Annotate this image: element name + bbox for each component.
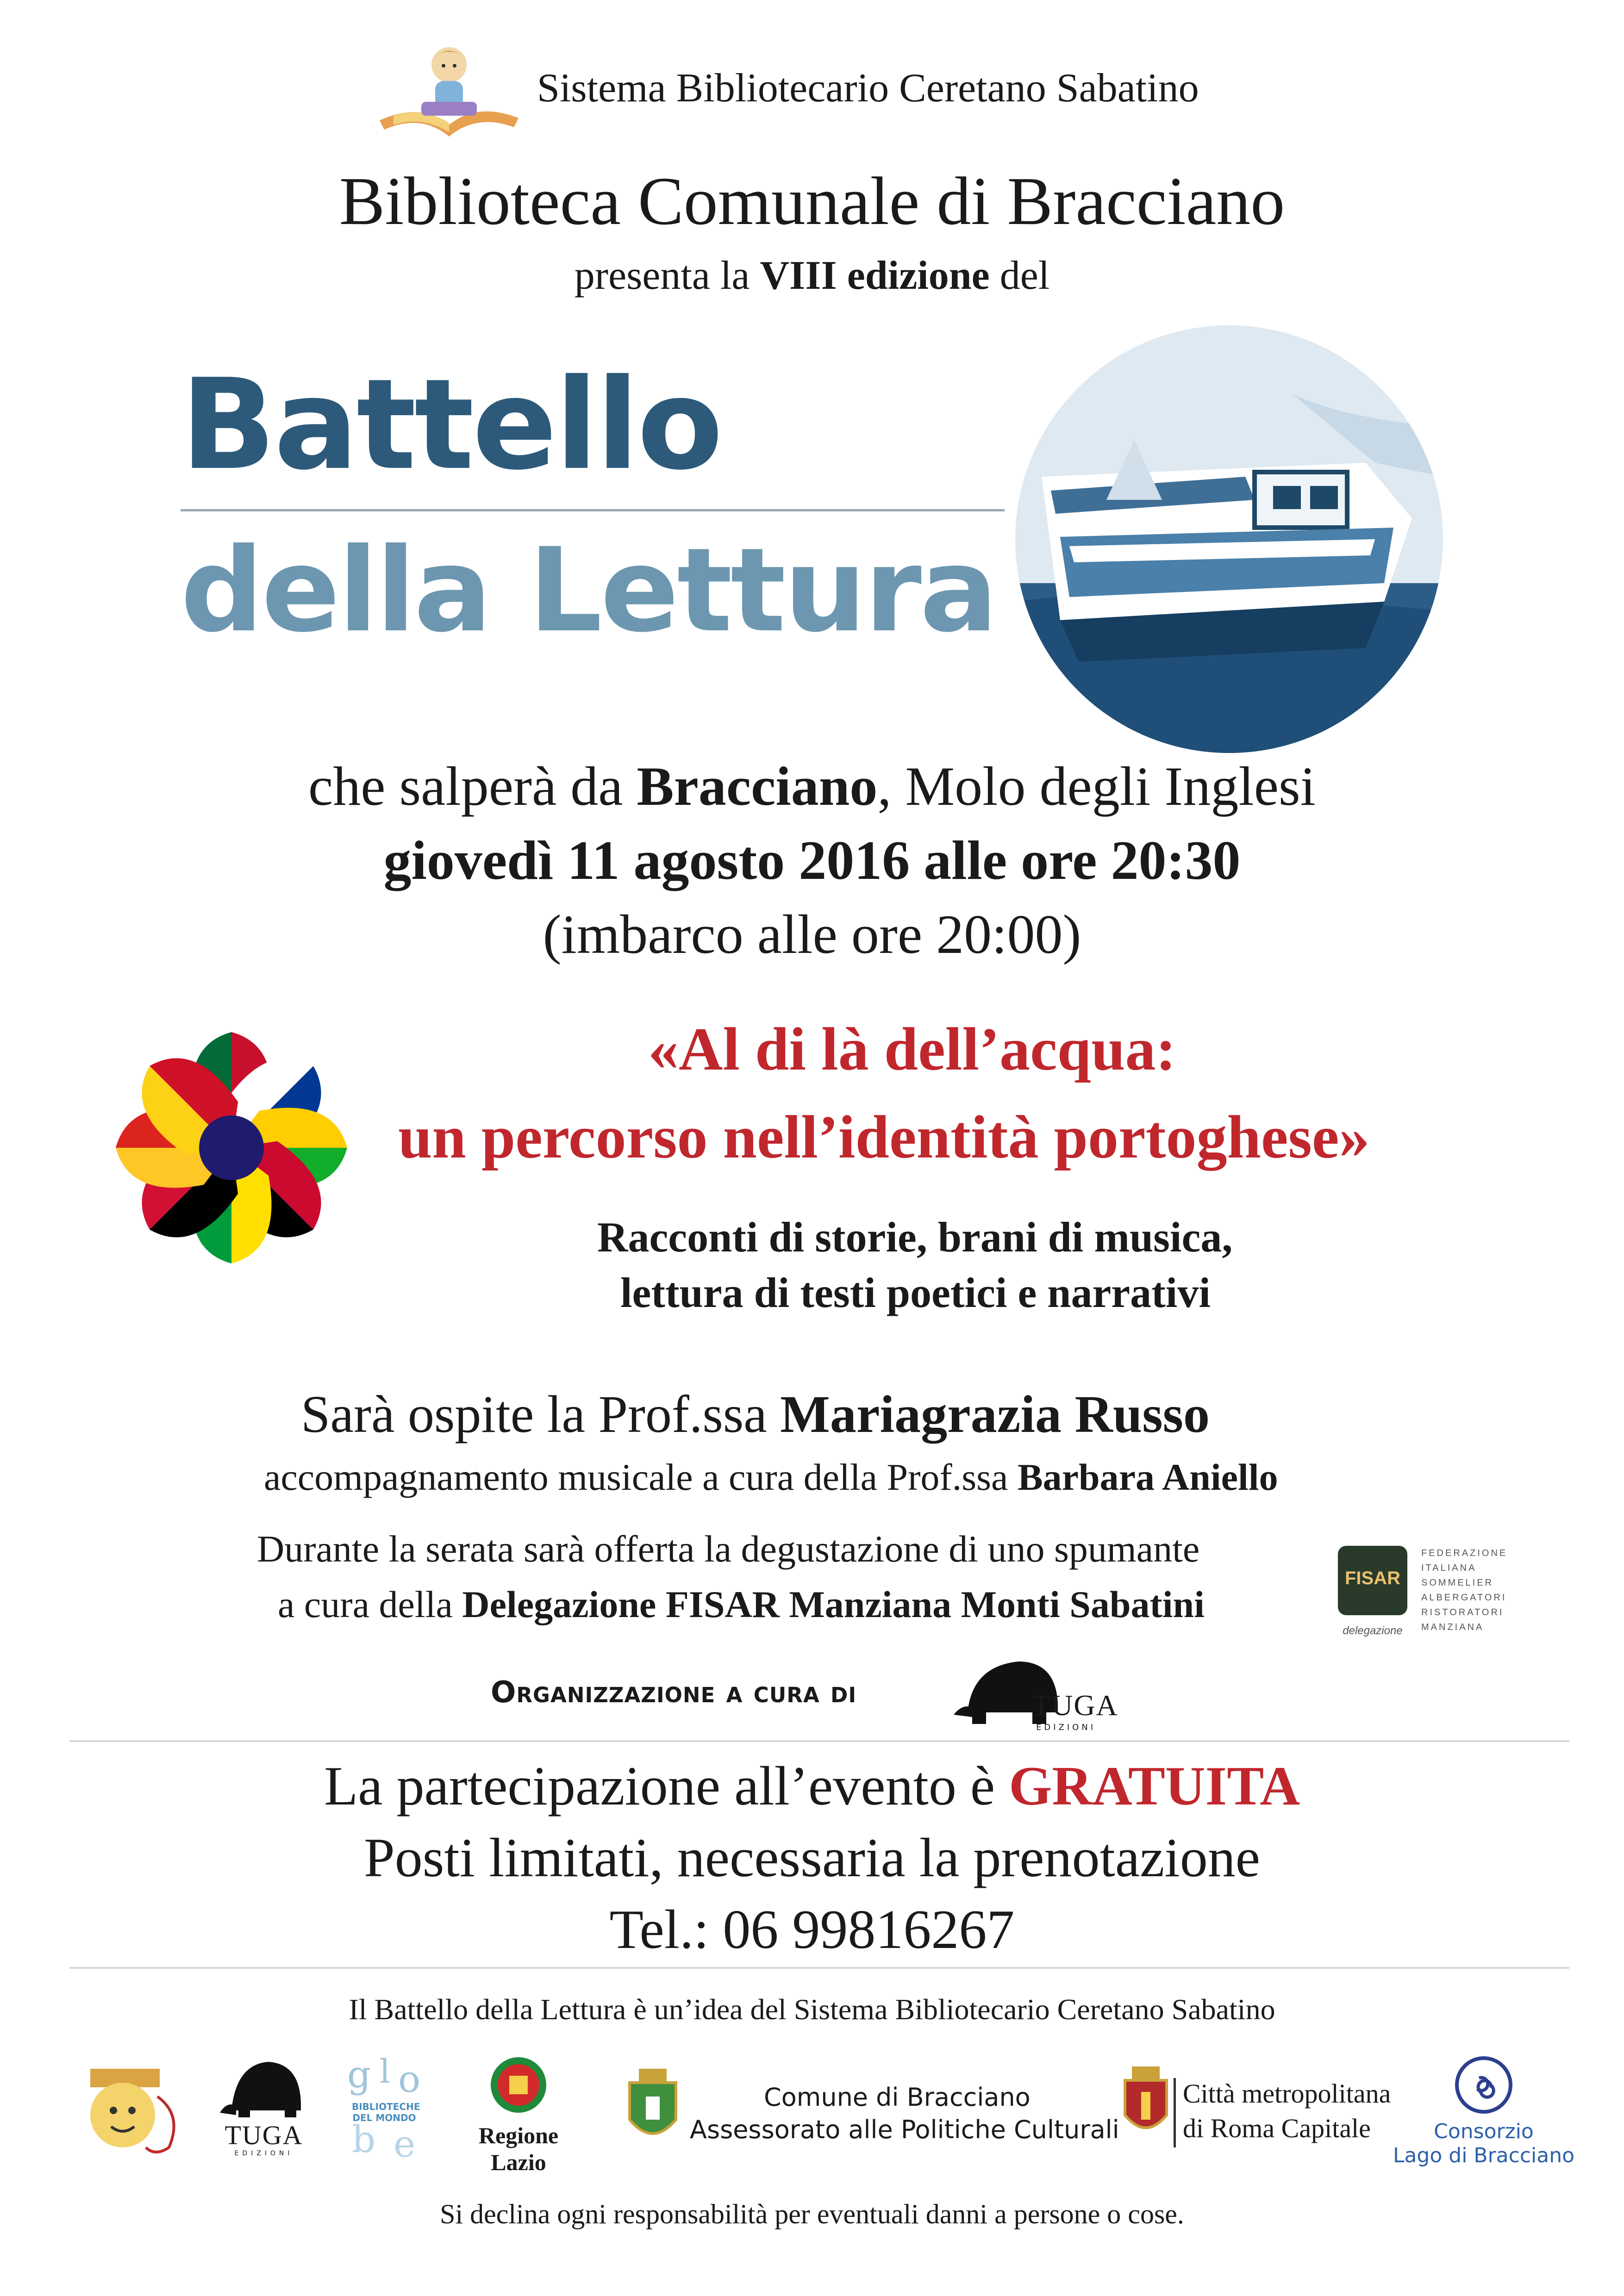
- participation-line2: Posti limitati, necessaria la prenotazione: [363, 1827, 1261, 1888]
- footer-comune-line2: Assessorato alle Politiche Culturali: [690, 2115, 1119, 2144]
- fisar-line: FEDERAZIONE: [1421, 1548, 1508, 1558]
- boat-illustration: [1014, 324, 1444, 754]
- fisar-line: ITALIANA: [1421, 1563, 1477, 1573]
- footer-disclaimer: Si declina ogni responsabilità per eventuali danni a persone o cose.: [440, 2199, 1184, 2229]
- tasting-line2: [278, 1583, 1205, 1626]
- footer-biblioteche-text: BIBLIOTECHE DEL MONDO: [352, 2101, 420, 2123]
- footer-logo-comune-crest: [625, 2064, 681, 2147]
- theme-desc2: lettura di testi poetici e narrativi: [620, 1269, 1211, 1316]
- tuga-brand-sub: EDIZIONI: [1036, 1723, 1096, 1732]
- theme-line2: un percorso nell’identità portoghese»: [398, 1103, 1370, 1171]
- footer-tuga-text: TUGA: [225, 2120, 303, 2150]
- footer-regione-text: Regione Lazio: [478, 2122, 559, 2175]
- theme-line1: «Al di là dell’acqua:: [648, 1015, 1176, 1083]
- departure-line: [0, 754, 1624, 818]
- music-pre: accompagnamento musicale a cura della Prof.ssa: [264, 1456, 1018, 1498]
- footer-logo-system: [76, 2055, 187, 2161]
- theme-desc1: Racconti di storie, brani di musica,: [597, 1213, 1233, 1261]
- footer-citta-bar: [1174, 2078, 1176, 2147]
- footer-consorzio-line1: Consorzio: [1434, 2120, 1534, 2143]
- participation-pre: La partecipazione all’evento è: [324, 1755, 1009, 1817]
- guest-pre: Sarà ospite la Prof.ssa: [301, 1385, 781, 1444]
- footer-consorzio-line2: Lago di Bracciano: [1393, 2144, 1575, 2167]
- svg-text:e: e: [394, 2122, 416, 2165]
- footer-logo-regione: [458, 2055, 579, 2175]
- departure-datetime: giovedì 11 agosto 2016 alle ore 20:30: [383, 829, 1241, 891]
- footer-consorzio-icon: [1454, 2055, 1514, 2115]
- phone-number: Tel.: 06 99816267: [609, 1898, 1015, 1960]
- edition: VIII edizione: [760, 253, 990, 298]
- footer-logo-citta-crest: [1120, 2064, 1171, 2143]
- svg-text:o: o: [398, 2058, 421, 2101]
- divider-top: [69, 1740, 1569, 1742]
- footer-tuga-sub: EDIZIONI: [234, 2150, 294, 2157]
- fisar-badge-text: FISAR: [1345, 1568, 1400, 1588]
- svg-text:g: g: [347, 2053, 371, 2096]
- svg-text:b: b: [352, 2118, 376, 2161]
- divider-bottom: [69, 1967, 1569, 1969]
- footer-citta-line1: Città metropolitana: [1183, 2078, 1391, 2109]
- music-line: [264, 1456, 1278, 1499]
- departure-pre: che salperà da: [308, 755, 637, 817]
- fisar-line: ALBERGATORI: [1421, 1593, 1507, 1603]
- participation-free: GRATUITA: [1009, 1755, 1300, 1817]
- title-line1: Battello: [181, 352, 721, 498]
- footer-citta-line2: di Roma Capitale: [1183, 2113, 1371, 2143]
- tasting-pre: a cura della: [278, 1583, 462, 1625]
- guest-line: [301, 1384, 1210, 1445]
- tasting-line1: Durante la serata sarà offerta la degustazione di uno spumante: [257, 1528, 1200, 1570]
- footer-logo-biblioteche: [338, 2050, 431, 2166]
- organization-label: Organizzazione a cura di: [491, 1675, 857, 1710]
- fisar-sub: delegazione: [1343, 1624, 1403, 1637]
- footer-comune-line1: Comune di Bracciano: [764, 2083, 1031, 2112]
- footer-idea: Il Battello della Lettura è un’idea del Sistema Bibliotecario Ceretano Sabatino: [349, 1993, 1275, 2026]
- system-logo: [366, 32, 532, 148]
- library-name: Biblioteca Comunale di Bracciano: [339, 163, 1285, 239]
- departure-place: Bracciano: [637, 755, 878, 817]
- fisar-lines: [1421, 1546, 1528, 1635]
- tuga-brand: TUGA: [1032, 1689, 1118, 1722]
- footer-logo-tuga: [218, 2055, 310, 2161]
- fisar-line: MANZIANA: [1421, 1622, 1484, 1632]
- presents-post: del: [989, 253, 1050, 298]
- fisar-logo: [1333, 1537, 1528, 1652]
- fisar-line: RISTORATORI: [1421, 1607, 1504, 1618]
- fisar-badge: [1338, 1546, 1407, 1615]
- title-rule: [181, 509, 1005, 511]
- guest-name: Mariagrazia Russo: [780, 1385, 1210, 1444]
- departure-post: , Molo degli Inglesi: [877, 755, 1316, 817]
- presents-line: [0, 252, 1624, 299]
- flags-flower-logo: [106, 1023, 356, 1273]
- title-line2: della Lettura: [181, 523, 996, 658]
- svg-text:l: l: [380, 2053, 390, 2091]
- participation-line: [0, 1754, 1624, 1818]
- fisar-line: SOMMELIER: [1421, 1578, 1494, 1588]
- system-name: Sistema Bibliotecario Ceretano Sabatino: [537, 66, 1199, 111]
- boarding-time: (imbarco alle ore 20:00): [543, 903, 1081, 965]
- music-name: Barbara Aniello: [1017, 1456, 1278, 1498]
- tasting-delegation: Delegazione FISAR Manziana Monti Sabatini: [462, 1583, 1205, 1625]
- presents-pre: presenta la: [574, 253, 760, 298]
